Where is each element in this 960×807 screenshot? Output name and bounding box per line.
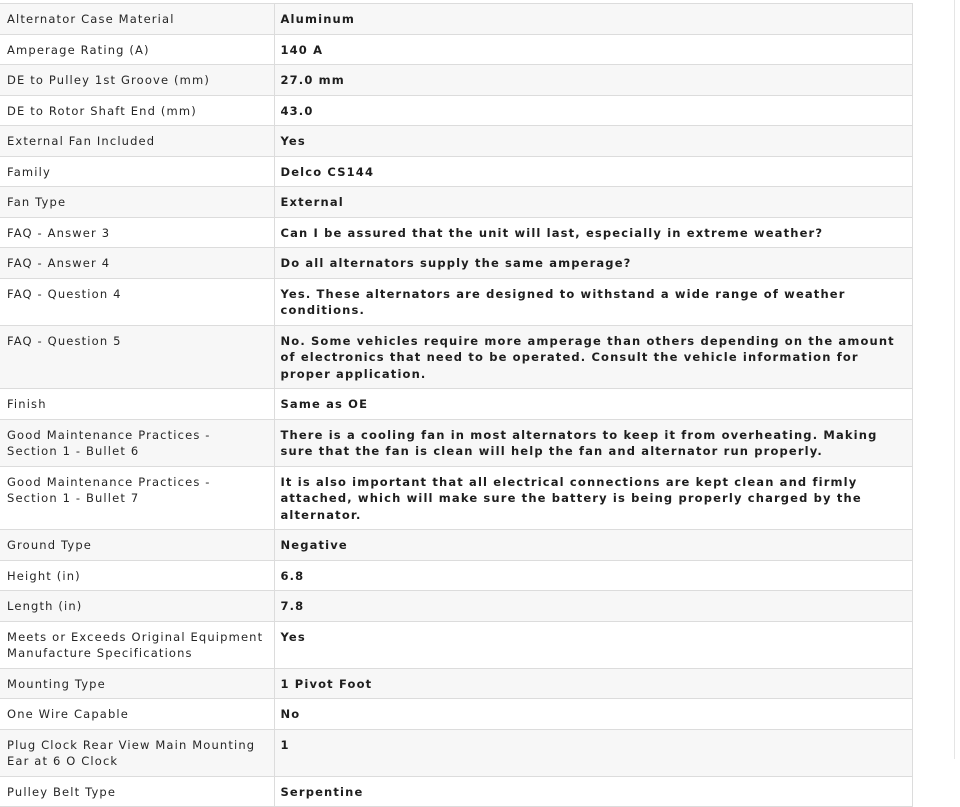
spec-label: Pulley Belt Type (0, 776, 274, 807)
spec-label: Good Maintenance Practices - Section 1 - Bullet 7 (0, 466, 274, 530)
table-row (0, 699, 912, 730)
spec-value: Negative (274, 530, 912, 561)
spec-label: DE to Rotor Shaft End (mm) (0, 95, 274, 126)
spec-label: Fan Type (0, 187, 274, 218)
spec-label: Mounting Type (0, 668, 274, 699)
table-row (0, 156, 912, 187)
spec-label: Ground Type (0, 530, 274, 561)
spec-value: Do all alternators supply the same amperage? (274, 248, 912, 279)
table-row (0, 591, 912, 622)
spec-label: Finish (0, 389, 274, 420)
spec-label: Plug Clock Rear View Main Mounting Ear at 6 O Clock (0, 729, 274, 776)
table-row (0, 729, 912, 776)
table-row (0, 560, 912, 591)
table-row (0, 278, 912, 325)
spec-value: 1 Pivot Foot (274, 668, 912, 699)
spec-value: 1 (274, 729, 912, 776)
spec-label: Length (in) (0, 591, 274, 622)
spec-label: Alternator Case Material (0, 4, 274, 35)
spec-value: Serpentine (274, 776, 912, 807)
table-row (0, 34, 912, 65)
spec-value: It is also important that all electrical connections are kept clean and firmly attached, which will make sure the battery is being properly charged by the alternator. (274, 466, 912, 530)
table-row (0, 389, 912, 420)
spec-label: Meets or Exceeds Original Equipment Manufacture Specifications (0, 621, 274, 668)
table-row (0, 217, 912, 248)
table-row (0, 4, 912, 35)
table-row (0, 126, 912, 157)
spec-value: Yes. These alternators are designed to withstand a wide range of weather conditions. (274, 278, 912, 325)
table-row (0, 248, 912, 279)
spec-value: Delco CS144 (274, 156, 912, 187)
spec-label: FAQ - Answer 3 (0, 217, 274, 248)
table-row (0, 325, 912, 389)
spec-value: Can I be assured that the unit will last, especially in extreme weather? (274, 217, 912, 248)
spec-value: 7.8 (274, 591, 912, 622)
spec-label: DE to Pulley 1st Groove (mm) (0, 65, 274, 96)
table-row (0, 187, 912, 218)
table-row (0, 466, 912, 530)
spec-label: Height (in) (0, 560, 274, 591)
table-row (0, 668, 912, 699)
spec-label: FAQ - Question 4 (0, 278, 274, 325)
spec-value: There is a cooling fan in most alternators to keep it from overheating. Making sure that the fan is clean will help the fan and alternator run properly. (274, 419, 912, 466)
table-row (0, 95, 912, 126)
spec-value: 6.8 (274, 560, 912, 591)
spec-value: 27.0 mm (274, 65, 912, 96)
spec-label: External Fan Included (0, 126, 274, 157)
spec-label: Family (0, 156, 274, 187)
spec-label: One Wire Capable (0, 699, 274, 730)
specifications-table (0, 3, 913, 807)
spec-label: FAQ - Answer 4 (0, 248, 274, 279)
spec-value: 140 A (274, 34, 912, 65)
spec-value: No. Some vehicles require more amperage than others depending on the amount of electronics that need to be operated. Consult the vehicle information for proper application. (274, 325, 912, 389)
spec-value: 43.0 (274, 95, 912, 126)
spec-value: Yes (274, 126, 912, 157)
table-row (0, 419, 912, 466)
table-row (0, 530, 912, 561)
scrollbar-track[interactable] (954, 0, 960, 759)
spec-label: Amperage Rating (A) (0, 34, 274, 65)
spec-value: External (274, 187, 912, 218)
spec-value: Same as OE (274, 389, 912, 420)
spec-value: Yes (274, 621, 912, 668)
table-row (0, 621, 912, 668)
spec-value: Aluminum (274, 4, 912, 35)
table-row (0, 776, 912, 807)
spec-value: No (274, 699, 912, 730)
spec-label: Good Maintenance Practices - Section 1 - Bullet 6 (0, 419, 274, 466)
table-row (0, 65, 912, 96)
spec-label: FAQ - Question 5 (0, 325, 274, 389)
